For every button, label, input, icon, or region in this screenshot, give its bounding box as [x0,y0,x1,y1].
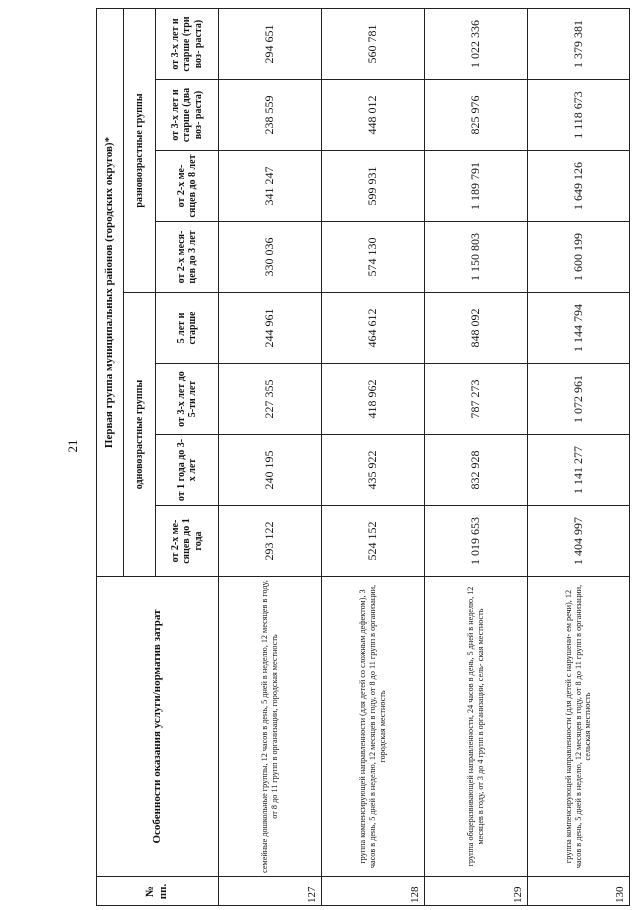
table-cell: 1 022 336 [425,8,528,79]
column-header: от 3-х лет и старше (два воз- раста) [156,79,219,150]
table-cell: 599 931 [322,150,425,221]
table-cell: 1 379 381 [528,8,630,79]
table-cell: 238 559 [219,79,322,150]
group-title: Первая группа муниципальных районов (городских округов)* [96,8,124,576]
table-cell: 787 273 [425,363,528,434]
same-age-groups-header: одновозрастные группы [124,292,156,576]
table-cell: 448 012 [322,79,425,150]
row-description: группа компенсирующей направленности (для детей с нарушени- ем речи), 12 часов в день, 5 дней в неделю, 12 месяцев в году, от 8 до 11 групп в организации, сельская местность [528,576,630,876]
table-cell: 1 150 803 [425,221,528,292]
column-header: 5 лет и старше [156,292,219,363]
column-header: от 1 года до 3-х лет [156,434,219,505]
table-cell: 1 072 961 [528,363,630,434]
table-cell: 418 962 [322,363,425,434]
tariff-table [96,8,630,906]
column-header: от 3-х лет и старше (три воз- раста) [156,8,219,79]
mixed-age-groups-header: разновозрастные группы [124,8,156,292]
row-number: 127 [219,876,322,906]
row-number: 129 [425,876,528,906]
table-cell: 1 144 794 [528,292,630,363]
table-cell: 464 612 [322,292,425,363]
table-cell: 240 195 [219,434,322,505]
table-cell: 1 019 653 [425,505,528,576]
table-rotation-wrapper [96,8,630,906]
table-cell: 1 141 277 [528,434,630,505]
column-header: от 3-х лет до 5-ти лет [156,363,219,434]
table-cell: 1 649 126 [528,150,630,221]
column-header: от 2-х ме- сяцев до 1 года [156,505,219,576]
row-number: 128 [322,876,425,906]
table-cell: 574 130 [322,221,425,292]
table-cell: 330 036 [219,221,322,292]
table-cell: 832 928 [425,434,528,505]
table-cell: 294 651 [219,8,322,79]
row-number: 130 [528,876,630,906]
column-header: от 2-х меся- цев до 3 лет [156,221,219,292]
features-header: Особенности оказания услуги/норматив затрат [96,576,219,876]
table-cell: 435 922 [322,434,425,505]
table-cell: 560 781 [322,8,425,79]
row-description: группа компенсирующей направленности (для детей со сложным дефектом), 3 часов в день, 5 дней в неделю, 12 месяцев в году, от 8 до 11 групп в организации, городская местность [322,576,425,876]
table-cell: 227 355 [219,363,322,434]
table-cell: 1 189 791 [425,150,528,221]
table-cell: 1 118 673 [528,79,630,150]
table-cell: 293 122 [219,505,322,576]
table-cell: 524 152 [322,505,425,576]
table-cell: 1 404 997 [528,505,630,576]
table-cell: 825 976 [425,79,528,150]
page-number: 21 [65,439,80,453]
table-cell: 341 247 [219,150,322,221]
row-description: семейные дошкольные группы, 12 часов в день, 5 дней в неделю, 12 месяцев в году, от 8 до 11 групп в организации, городская местность [219,576,322,876]
table-cell: 1 600 199 [528,221,630,292]
table-cell: 244 961 [219,292,322,363]
row-description: группа общеразвивающей направленности, 24 часов в день, 5 дней в неделю, 12 месяцев в году, от 3 до 4 групп в организации, сель- ская местность [425,576,528,876]
table-cell: 848 092 [425,292,528,363]
column-header: от 2-х ме- сяцев до 8 лет [156,150,219,221]
num-header: № пп. [96,876,219,906]
